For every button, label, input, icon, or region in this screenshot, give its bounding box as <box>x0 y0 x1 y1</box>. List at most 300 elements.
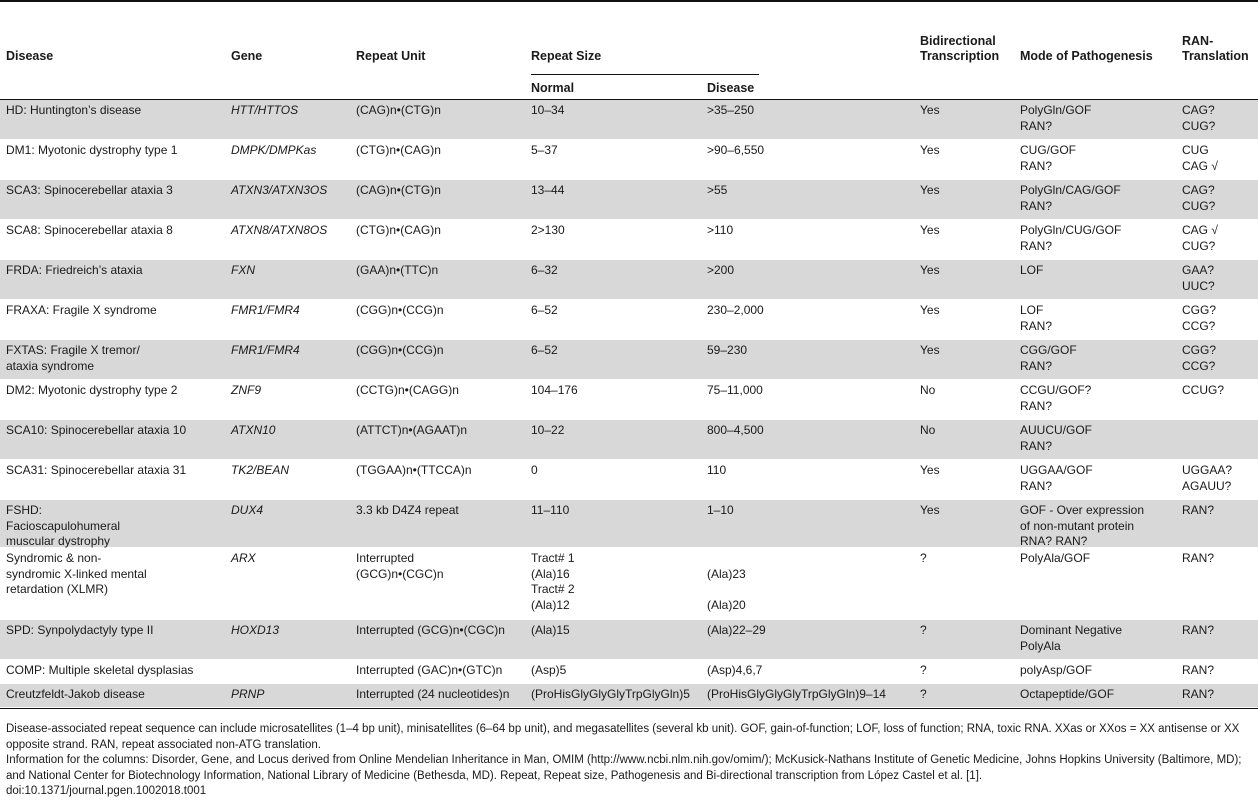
cell-mode <box>1020 463 1178 494</box>
cell-mode <box>1020 383 1178 414</box>
cell-ran-translation-line: CUG? <box>1182 238 1216 253</box>
cell-normal-size-line: 104–176 <box>531 383 578 397</box>
cell-disease <box>6 623 221 639</box>
cell-gene <box>231 183 349 199</box>
cell-gene-line: DUX4 <box>231 503 264 517</box>
cell-repeat-unit <box>356 343 526 359</box>
cell-ran-translation-line: RAN? <box>1182 551 1215 565</box>
table-row <box>0 180 1258 220</box>
cell-bidirectional-line: Yes <box>920 463 940 477</box>
cell-gene <box>231 143 349 159</box>
cell-repeat-unit-line: Interrupted (GAC)n•(GTC)n <box>356 663 503 677</box>
cell-disease <box>6 343 221 374</box>
cell-disease-size-line: 800–4,500 <box>707 423 764 437</box>
cell-bidirectional-line: Yes <box>920 103 940 117</box>
cell-gene-line: ATXN3/ATXN3OS <box>231 183 328 197</box>
cell-ran-translation <box>1182 551 1258 567</box>
cell-gene <box>231 103 349 119</box>
cell-repeat-unit <box>356 223 526 239</box>
cell-gene-line: ARX <box>231 551 256 565</box>
cell-repeat-unit-line: Interrupted (GCG)n•(CGC)n <box>356 623 505 637</box>
cell-disease <box>6 103 221 119</box>
cell-disease <box>6 503 221 550</box>
cell-mode <box>1020 663 1178 679</box>
cell-repeat-unit-line: Interrupted <box>356 551 415 565</box>
cell-repeat-unit <box>356 687 526 703</box>
cell-mode-line: LOF <box>1020 263 1044 277</box>
cell-ran-translation <box>1182 463 1258 494</box>
cell-mode-line: Dominant Negative <box>1020 623 1123 637</box>
cell-repeat-unit-line: (GAA)n•(TTC)n <box>356 263 439 277</box>
cell-normal-size-line: (Ala)15 <box>531 623 570 637</box>
cell-disease-size-line: >90–6,550 <box>707 143 765 157</box>
cell-disease <box>6 551 221 598</box>
cell-normal-size <box>531 663 701 679</box>
cell-mode-line: RAN? <box>1020 398 1053 413</box>
cell-ran-translation <box>1182 343 1258 374</box>
cell-repeat-unit <box>356 551 526 582</box>
table-row <box>0 548 1258 620</box>
cell-mode-line: RAN? <box>1020 358 1053 373</box>
cell-normal-size-line: (ProHisGlyGlyGlyTrpGlyGln)5 <box>531 687 690 701</box>
table-row <box>0 140 1258 180</box>
cell-mode <box>1020 503 1178 550</box>
cell-repeat-unit-line: (CAG)n•(CTG)n <box>356 183 441 197</box>
cell-ran-translation <box>1182 143 1258 174</box>
cell-disease-line: SCA3: Spinocerebellar ataxia 3 <box>6 183 173 197</box>
cell-disease-size <box>707 183 915 199</box>
cell-gene-line: FXN <box>231 263 255 277</box>
cell-gene-line: ATXN10 <box>231 423 276 437</box>
cell-disease-line: DM1: Myotonic dystrophy type 1 <box>6 143 178 157</box>
cell-disease <box>6 463 221 479</box>
cell-mode <box>1020 423 1178 454</box>
cell-mode-line: CCGU/GOF? <box>1020 383 1092 397</box>
cell-mode-line: PolyGln/CAG/GOF <box>1020 183 1121 197</box>
cell-disease <box>6 183 221 199</box>
cell-disease-line: FSHD: <box>6 503 42 517</box>
cell-disease-size <box>707 503 915 519</box>
cell-ran-translation-line: CAG? <box>1182 103 1215 117</box>
cell-gene <box>231 343 349 359</box>
cell-bidirectional-line: Yes <box>920 503 940 517</box>
repeat-size-subrule <box>531 74 759 75</box>
cell-gene <box>231 623 349 639</box>
cell-normal-size <box>531 463 701 479</box>
table-row <box>0 684 1258 708</box>
table-footnotes <box>6 722 1256 800</box>
cell-disease-size <box>707 463 915 479</box>
cell-repeat-unit <box>356 303 526 319</box>
cell-disease-size-line: 59–230 <box>707 343 748 357</box>
cell-mode <box>1020 303 1178 334</box>
cell-ran-translation <box>1182 183 1258 214</box>
cell-disease-line: muscular dystrophy <box>6 534 111 549</box>
footnote-sources: Information for the columns: Disorder, Gene, and Locus derived from Online Mendelian Inheritance in Man, OMIM (http://www.ncbi.nlm.nih.gov/omim/); McKusick-Nathans Institute of Genetic Medicine, Johns Hopkins University (Baltimore, MD); and National Center for Biotechnology Information, National Library of Medicine (Bethesda, MD). Repeat, Repeat size, Pathogenesis and Bi-directional transcription from López Castel et al. [1]. <box>6 754 1242 782</box>
cell-gene <box>231 303 349 319</box>
cell-repeat-unit-line: (CCTG)n•(CAGG)n <box>356 383 459 397</box>
cell-repeat-unit-line: (CAG)n•(CTG)n <box>356 103 441 117</box>
cell-bidirectional-line: Yes <box>920 223 940 237</box>
cell-disease-size <box>707 551 915 614</box>
cell-ran-translation-line: RAN? <box>1182 623 1215 637</box>
cell-mode <box>1020 551 1178 567</box>
cell-normal-size-line: 11–110 <box>531 503 570 517</box>
cell-normal-size <box>531 223 701 239</box>
cell-disease-size <box>707 623 915 639</box>
cell-repeat-unit <box>356 423 526 439</box>
cell-disease-size <box>707 423 915 439</box>
cell-gene-line: DMPK/DMPKas <box>231 143 317 157</box>
cell-repeat-unit-line: (CTG)n•(CAG)n <box>356 223 441 237</box>
cell-bidirectional <box>920 463 1010 479</box>
cell-mode-line: CUG/GOF <box>1020 143 1076 157</box>
cell-bidirectional <box>920 503 1010 519</box>
cell-disease-line: FRAXA: Fragile X syndrome <box>6 303 157 317</box>
cell-disease-line: COMP: Multiple skeletal dysplasias <box>6 663 194 677</box>
cell-gene <box>231 503 349 519</box>
cell-bidirectional <box>920 263 1010 279</box>
cell-disease-size <box>707 343 915 359</box>
cell-disease-size <box>707 263 915 279</box>
cell-mode-line: RAN? <box>1020 158 1053 173</box>
cell-normal-size-line: 10–22 <box>531 423 565 437</box>
cell-disease-size <box>707 663 915 679</box>
cell-bidirectional-line: ? <box>920 551 927 565</box>
cell-disease-size-line: (Ala)23 <box>707 566 746 581</box>
cell-mode-line: RAN? <box>1020 238 1053 253</box>
cell-normal-size <box>531 623 701 639</box>
cell-disease-size-line: 110 <box>707 463 727 477</box>
cell-bidirectional <box>920 663 1010 679</box>
cell-normal-size-line: (Ala)16 <box>531 566 570 581</box>
cell-bidirectional <box>920 423 1010 439</box>
cell-ran-translation-line: CAG √ <box>1182 158 1218 173</box>
cell-ran-translation-line: CAG √ <box>1182 223 1218 237</box>
cell-repeat-unit-line: (GCG)n•(CGC)n <box>356 566 444 581</box>
table-row <box>0 300 1258 340</box>
cell-disease-line: SCA31: Spinocerebellar ataxia 31 <box>6 463 187 477</box>
table-row <box>0 380 1258 420</box>
cell-normal-size <box>531 423 701 439</box>
cell-disease-size-line: >35–250 <box>707 103 755 117</box>
cell-gene-line: FMR1/FMR4 <box>231 303 300 317</box>
cell-repeat-unit <box>356 383 526 399</box>
cell-repeat-unit <box>356 103 526 119</box>
cell-mode-line: PolyGln/CUG/GOF <box>1020 223 1122 237</box>
cell-disease-line: Syndromic & non- <box>6 551 102 565</box>
cell-bidirectional <box>920 551 1010 567</box>
cell-normal-size-line: 6–32 <box>531 263 558 277</box>
cell-ran-translation <box>1182 663 1258 679</box>
cell-disease <box>6 263 221 279</box>
cell-mode <box>1020 103 1178 134</box>
cell-disease-size <box>707 103 915 119</box>
cell-disease-size-line: (Asp)4,6,7 <box>707 663 763 677</box>
cell-ran-translation <box>1182 623 1258 639</box>
cell-repeat-unit-line: 3.3 kb D4Z4 repeat <box>356 503 459 517</box>
cell-disease <box>6 143 221 159</box>
cell-repeat-unit <box>356 503 526 519</box>
cell-disease-line: SPD: Synpolydactyly type II <box>6 623 154 637</box>
cell-ran-translation <box>1182 503 1258 519</box>
cell-ran-translation-line: CUG? <box>1182 118 1216 133</box>
header-ran-line1: RAN- <box>1182 34 1214 48</box>
cell-gene <box>231 463 349 479</box>
table-row <box>0 620 1258 660</box>
cell-bidirectional-line: Yes <box>920 183 940 197</box>
cell-mode-line: LOF <box>1020 303 1044 317</box>
cell-disease-line: HD: Huntington’s disease <box>6 103 142 117</box>
cell-bidirectional-line: No <box>920 383 936 397</box>
cell-repeat-unit-line: (CGG)n•(CCG)n <box>356 343 444 357</box>
cell-repeat-unit-line: (CGG)n•(CCG)n <box>356 303 444 317</box>
cell-ran-translation-line: CGG? <box>1182 303 1217 317</box>
cell-disease-size-line: (Ala)22–29 <box>707 623 766 637</box>
top-rule <box>0 0 1258 2</box>
cell-ran-translation-line: CGG? <box>1182 343 1217 357</box>
cell-mode-line: RNA? RAN? <box>1020 534 1088 549</box>
cell-gene-line: ATXN8/ATXN8OS <box>231 223 328 237</box>
cell-gene-line: TK2/BEAN <box>231 463 290 477</box>
cell-ran-translation-line: AGAUU? <box>1182 478 1232 493</box>
cell-ran-translation <box>1182 303 1258 334</box>
header-disease: Disease <box>6 49 54 63</box>
cell-mode-line: CGG/GOF <box>1020 343 1077 357</box>
cell-bidirectional-line: ? <box>920 623 927 637</box>
cell-ran-translation-line: GAA? <box>1182 263 1215 277</box>
cell-disease-line: ataxia syndrome <box>6 358 95 373</box>
cell-repeat-unit <box>356 663 526 679</box>
table-body <box>0 100 1258 708</box>
cell-normal-size <box>531 551 701 614</box>
header-repeat-size: Repeat Size <box>531 49 602 63</box>
cell-mode-line: RAN? <box>1020 318 1053 333</box>
cell-mode <box>1020 223 1178 254</box>
cell-normal-size-line: 5–37 <box>531 143 558 157</box>
cell-mode <box>1020 143 1178 174</box>
cell-disease-line: Facioscapulohumeral <box>6 518 121 533</box>
table-row <box>0 420 1258 460</box>
cell-disease-size <box>707 223 915 239</box>
cell-gene <box>231 383 349 399</box>
cell-normal-size-line: 6–52 <box>531 343 558 357</box>
cell-disease-size-line: 75–11,000 <box>707 383 763 397</box>
table-row <box>0 660 1258 684</box>
cell-disease <box>6 663 221 679</box>
header-normal: Normal <box>531 81 575 95</box>
cell-bidirectional <box>920 623 1010 639</box>
cell-bidirectional <box>920 383 1010 399</box>
cell-gene <box>231 687 349 703</box>
cell-ran-translation-line: UGGAA? <box>1182 463 1233 477</box>
cell-disease-size-line: 1–10 <box>707 503 734 517</box>
cell-disease-size-line <box>707 551 915 567</box>
cell-gene <box>231 423 349 439</box>
cell-ran-translation-line: CCG? <box>1182 318 1216 333</box>
cell-mode-line: of non-mutant protein <box>1020 518 1135 533</box>
header-bidirectional-line1: Bidirectional <box>920 34 996 48</box>
cell-mode-line: PolyGln/GOF <box>1020 103 1092 117</box>
cell-ran-translation-line: RAN? <box>1182 687 1215 701</box>
cell-disease-size-line: 230–2,000 <box>707 303 764 317</box>
cell-gene <box>231 551 349 567</box>
cell-disease-size-line: >110 <box>707 223 734 237</box>
cell-ran-translation <box>1182 263 1258 294</box>
cell-disease-size <box>707 383 915 399</box>
table-row <box>0 100 1258 140</box>
cell-repeat-unit <box>356 183 526 199</box>
table-row <box>0 340 1258 380</box>
cell-bidirectional <box>920 303 1010 319</box>
cell-disease-line: syndromic X-linked mental <box>6 566 147 581</box>
cell-mode <box>1020 183 1178 214</box>
cell-disease <box>6 303 221 319</box>
cell-repeat-unit <box>356 143 526 159</box>
cell-mode-line: RAN? <box>1020 118 1053 133</box>
cell-mode-line: RAN? <box>1020 438 1053 453</box>
cell-bidirectional <box>920 183 1010 199</box>
cell-normal-size <box>531 303 701 319</box>
cell-disease <box>6 687 221 703</box>
footnote-abbreviations: Disease-associated repeat sequence can include microsatellites (1–4 bp unit), minisatellites (6–64 bp unit), and megasatellites (several kb unit). GOF, gain-of-function; LOF, loss of function; RNA, toxic RNA. XXas or XXos = XX antisense or XX opposite strand. RAN, repeat associated non-ATG translation. <box>6 723 1240 751</box>
cell-normal-size <box>531 103 701 119</box>
cell-mode-line: polyAsp/GOF <box>1020 663 1093 677</box>
table-row <box>0 260 1258 300</box>
cell-bidirectional-line: ? <box>920 663 927 677</box>
cell-bidirectional <box>920 143 1010 159</box>
cell-mode <box>1020 263 1178 279</box>
cell-gene-line: HOXD13 <box>231 623 280 637</box>
cell-normal-size <box>531 183 701 199</box>
table-bottom-rule <box>0 708 1258 709</box>
cell-ran-translation-line: CAG? <box>1182 183 1215 197</box>
cell-bidirectional <box>920 223 1010 239</box>
cell-gene-line: ZNF9 <box>231 383 261 397</box>
cell-bidirectional-line: ? <box>920 687 927 701</box>
cell-normal-size-line: 0 <box>531 463 538 477</box>
cell-repeat-unit-line: (CTG)n•(CAG)n <box>356 143 441 157</box>
cell-disease-size-line <box>707 582 915 598</box>
cell-repeat-unit-line: (ATTCT)n•(AGAAT)n <box>356 423 468 437</box>
header-repeat-unit: Repeat Unit <box>356 49 426 63</box>
cell-mode-line: RAN? <box>1020 478 1053 493</box>
cell-disease-line: SCA10: Spinocerebellar ataxia 10 <box>6 423 187 437</box>
cell-disease-size-line: (Ala)20 <box>707 598 746 613</box>
cell-normal-size-line: (Ala)12 <box>531 598 570 613</box>
cell-repeat-unit <box>356 463 526 479</box>
table-row <box>0 460 1258 500</box>
cell-gene <box>231 263 349 279</box>
cell-disease-size-line: >200 <box>707 263 735 277</box>
table-row <box>0 220 1258 260</box>
cell-mode <box>1020 687 1178 703</box>
cell-gene <box>231 223 349 239</box>
cell-gene-line: PRNP <box>231 687 265 701</box>
footnote-doi: doi:10.1371/journal.pgen.1002018.t001 <box>6 785 207 797</box>
header-disease-size: Disease <box>707 81 755 95</box>
cell-ran-translation-line: CUG? <box>1182 198 1216 213</box>
cell-disease-line: Creutzfeldt-Jakob disease <box>6 687 145 701</box>
cell-bidirectional-line: Yes <box>920 303 940 317</box>
cell-disease-size-line: (ProHisGlyGlyGlyTrpGlyGln)9–14 <box>707 687 886 701</box>
cell-bidirectional-line: Yes <box>920 263 940 277</box>
cell-repeat-unit <box>356 623 526 639</box>
cell-mode-line: RAN? <box>1020 198 1053 213</box>
cell-bidirectional-line: Yes <box>920 343 940 357</box>
cell-normal-size-line: 10–34 <box>531 103 565 117</box>
cell-disease <box>6 383 221 399</box>
cell-normal-size <box>531 687 701 703</box>
cell-bidirectional-line: No <box>920 423 936 437</box>
cell-bidirectional <box>920 687 1010 703</box>
cell-disease-line: FRDA: Friedreich’s ataxia <box>6 263 143 277</box>
cell-disease <box>6 223 221 239</box>
cell-normal-size-line: 13–44 <box>531 183 565 197</box>
cell-bidirectional-line: Yes <box>920 143 940 157</box>
cell-mode-line: PolyAla/GOF <box>1020 551 1091 565</box>
cell-normal-size-line: Tract# 2 <box>531 582 575 597</box>
header-mode: Mode of Pathogenesis <box>1020 49 1153 63</box>
cell-mode-line: GOF - Over expression <box>1020 503 1145 517</box>
cell-ran-translation <box>1182 687 1258 703</box>
cell-mode-line: AUUCU/GOF <box>1020 423 1092 437</box>
cell-normal-size <box>531 503 701 519</box>
cell-repeat-unit <box>356 263 526 279</box>
cell-normal-size-line: Tract# 1 <box>531 551 575 565</box>
header-bidirectional-line2: Transcription <box>920 49 1000 63</box>
cell-disease-line: SCA8: Spinocerebellar ataxia 8 <box>6 223 173 237</box>
cell-disease-size <box>707 687 915 703</box>
cell-normal-size <box>531 143 701 159</box>
cell-gene-line: FMR1/FMR4 <box>231 343 300 357</box>
cell-disease <box>6 423 221 439</box>
cell-ran-translation-line: UUC? <box>1182 278 1215 293</box>
cell-ran-translation-line: RAN? <box>1182 663 1215 677</box>
cell-disease-size <box>707 143 915 159</box>
cell-normal-size-line: 2>130 <box>531 223 565 237</box>
cell-mode-line: PolyAla <box>1020 638 1061 653</box>
cell-normal-size-line: 6–52 <box>531 303 558 317</box>
table-row <box>0 500 1258 548</box>
cell-mode <box>1020 343 1178 374</box>
cell-ran-translation <box>1182 223 1258 254</box>
cell-disease-line: FXTAS: Fragile X tremor/ <box>6 343 140 357</box>
cell-normal-size <box>531 263 701 279</box>
cell-mode-line: UGGAA/GOF <box>1020 463 1093 477</box>
cell-normal-size <box>531 383 701 399</box>
cell-mode-line: Octapeptide/GOF <box>1020 687 1115 701</box>
cell-gene-line: HTT/HTTOS <box>231 103 299 117</box>
cell-repeat-unit-line: (TGGAA)n•(TTCCA)n <box>356 463 472 477</box>
cell-normal-size <box>531 343 701 359</box>
cell-ran-translation-line: CCUG? <box>1182 383 1225 397</box>
cell-ran-translation-line: CCG? <box>1182 358 1216 373</box>
cell-bidirectional <box>920 103 1010 119</box>
cell-normal-size-line: (Asp)5 <box>531 663 567 677</box>
cell-disease-size <box>707 303 915 319</box>
cell-disease-line: DM2: Myotonic dystrophy type 2 <box>6 383 178 397</box>
header-ran-line2: Translation <box>1182 49 1249 63</box>
cell-ran-translation <box>1182 383 1258 399</box>
cell-ran-translation <box>1182 103 1258 134</box>
cell-mode <box>1020 623 1178 654</box>
cell-disease-line: retardation (XLMR) <box>6 582 109 597</box>
cell-repeat-unit-line: Interrupted (24 nucleotides)n <box>356 687 510 701</box>
cell-disease-size-line: >55 <box>707 183 728 197</box>
cell-ran-translation-line: CUG <box>1182 143 1209 157</box>
cell-ran-translation-line: RAN? <box>1182 503 1215 517</box>
